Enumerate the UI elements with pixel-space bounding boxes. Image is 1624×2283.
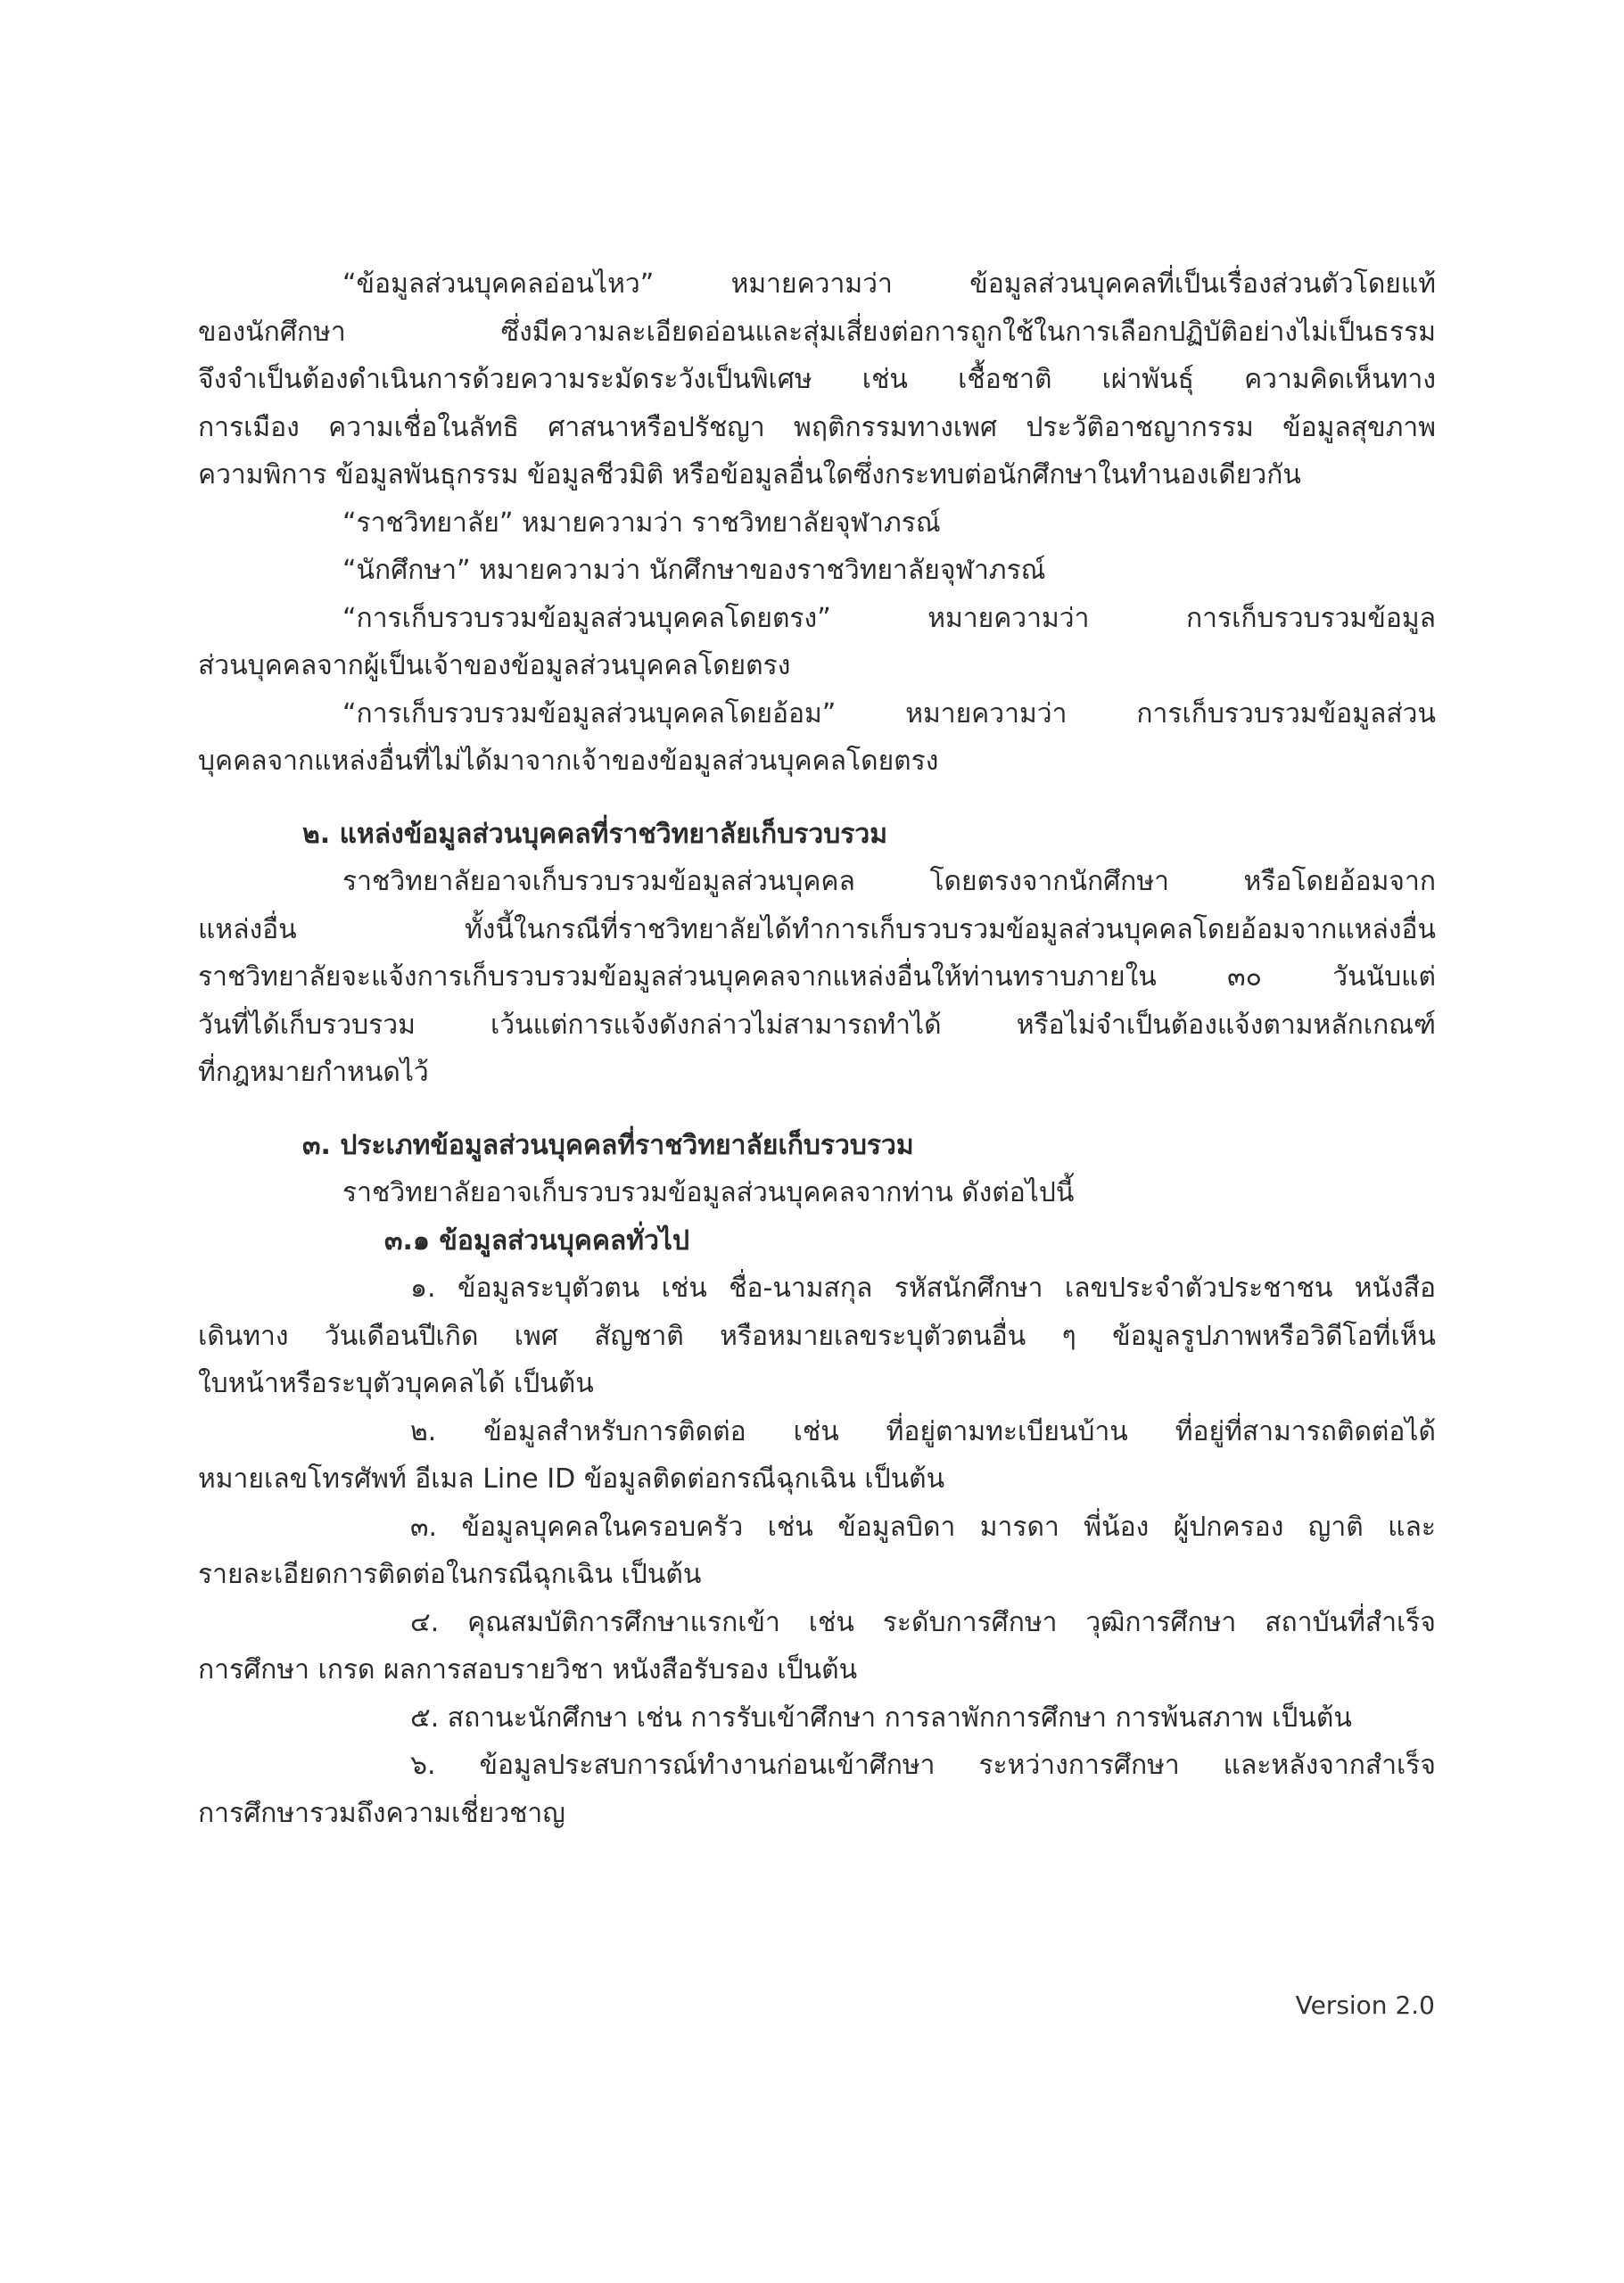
paragraph-line: การศึกษารวมถึงความเชี่ยวชาญ	[198, 1797, 565, 1829]
paragraph-line: เดินทาง วันเดือนปีเกิด เพศ สัญชาติ หรือหมายเลขระบุตัวตนอื่น ๆ ข้อมูลรูปภาพหรือวิดีโอที่เห็น	[198, 1320, 1436, 1352]
paragraph-line: “ข้อมูลส่วนบุคคลอ่อนไหว” หมายความว่า ข้อมูลส่วนบุคคลที่เป็นเรื่องส่วนตัวโดยแท้	[342, 268, 1436, 300]
paragraph-line: ใบหน้าหรือระบุตัวบุคคลได้ เป็นต้น	[198, 1368, 594, 1399]
paragraph-line: การศึกษา เกรด ผลการสอบรายวิชา หนังสือรับรอง เป็นต้น	[198, 1654, 858, 1685]
paragraph-line: “ราชวิทยาลัย” หมายความว่า ราชวิทยาลัยจุฬาภรณ์	[342, 507, 941, 539]
paragraph-line: ที่กฎหมายกำหนดไว้	[198, 1057, 429, 1088]
paragraph-line: การเมือง ความเชื่อในลัทธิ ศาสนาหรือปรัชญา พฤติกรรมทางเพศ ประวัติอาชญากรรม ข้อมูลสุขภาพ	[198, 411, 1436, 443]
paragraph-line: ของนักศึกษา ซึ่งมีความละเอียดอ่อนและสุ่มเสี่ยงต่อการถูกใช้ในการเลือกปฏิบัติอย่างไม่เป็นธรรม	[198, 316, 1436, 348]
section-heading: ๓. ประเภทข้อมูลส่วนบุคคลที่ราชวิทยาลัยเก็บรวบรวม	[302, 1129, 914, 1161]
paragraph-line: “การเก็บรวบรวมข้อมูลส่วนบุคคลโดยตรง” หมายความว่า การเก็บรวบรวมข้อมูล	[342, 602, 1436, 634]
paragraph-line: หมายเลขโทรศัพท์ อีเมล Line ID ข้อมูลติดต่อกรณีฉุกเฉิน เป็นต้น	[198, 1463, 945, 1495]
paragraph-line: แหล่งอื่น ทั้งนี้ในกรณีที่ราชวิทยาลัยได้ทำการเก็บรวบรวมข้อมูลส่วนบุคคลโดยอ้อมจากแหล่งอื่น	[198, 913, 1436, 945]
paragraph-line: ความพิการ ข้อมูลพันธุกรรม ข้อมูลชีวมิติ หรือข้อมูลอื่นใดซึ่งกระทบต่อนักศึกษาในทำนองเดียวกัน	[198, 459, 1301, 490]
paragraph-line: ๔. คุณสมบัติการศึกษาแรกเข้า เช่น ระดับการศึกษา วุฒิการศึกษา สถาบันที่สำเร็จ	[410, 1606, 1436, 1638]
paragraph-line: จึงจำเป็นต้องดำเนินการด้วยความระมัดระวังเป็นพิเศษ เช่น เชื้อชาติ เผ่าพันธุ์ ความคิดเห็นทาง	[198, 364, 1436, 395]
paragraph-line: ๒. ข้อมูลสำหรับการติดต่อ เช่น ที่อยู่ตามทะเบียนบ้าน ที่อยู่ที่สามารถติดต่อได้	[410, 1415, 1436, 1447]
section-spacer	[198, 1097, 1436, 1122]
paragraph-line: “นักศึกษา” หมายความว่า นักศึกษาของราชวิทยาลัยจุฬาภรณ์	[342, 555, 1046, 586]
section-heading: ๒. แหล่งข้อมูลส่วนบุคคลที่ราชวิทยาลัยเก็บรวบรวม	[302, 818, 887, 850]
paragraph-line: ๑. ข้อมูลระบุตัวตน เช่น ชื่อ-นามสกุล รหัสนักศึกษา เลขประจำตัวประชาชน หนังสือ	[410, 1273, 1436, 1304]
paragraph-line: ๕. สถานะนักศึกษา เช่น การรับเข้าศึกษา การลาพักการศึกษา การพ้นสภาพ เป็นต้น	[410, 1702, 1352, 1734]
paragraph-line: รายละเอียดการติดต่อในกรณีฉุกเฉิน เป็นต้น	[198, 1559, 702, 1590]
paragraph-line: วันที่ได้เก็บรวบรวม เว้นแต่การแจ้งดังกล่าวไม่สามารถทำได้ หรือไม่จำเป็นต้องแจ้งตามหลักเกณฑ์	[198, 1009, 1436, 1041]
paragraph-line: ๖. ข้อมูลประสบการณ์ทำงานก่อนเข้าศึกษา ระหว่างการศึกษา และหลังจากสำเร็จ	[410, 1750, 1436, 1781]
paragraph-line: บุคคลจากแหล่งอื่นที่ไม่ได้มาจากเจ้าของข้อมูลส่วนบุคคลโดยตรง	[198, 746, 939, 777]
subsection-heading: ๓.๑ ข้อมูลส่วนบุคคลทั่วไป	[384, 1224, 690, 1257]
paragraph-line: ๓. ข้อมูลบุคคลในครอบครัว เช่น ข้อมูลบิดา มารดา พี่น้อง ผู้ปกครอง ญาติ และ	[410, 1511, 1436, 1543]
paragraph-line: ราชวิทยาลัยอาจเก็บรวบรวมข้อมูลส่วนบุคคล โดยตรงจากนักศึกษา หรือโดยอ้อมจาก	[342, 866, 1436, 897]
paragraph-line: “การเก็บรวบรวมข้อมูลส่วนบุคคลโดยอ้อม” หมายความว่า การเก็บรวบรวมข้อมูลส่วน	[342, 697, 1436, 729]
paragraph-line: ส่วนบุคคลจากผู้เป็นเจ้าของข้อมูลส่วนบุคคลโดยตรง	[198, 650, 791, 681]
paragraph-line: ราชวิทยาลัยอาจเก็บรวบรวมข้อมูลส่วนบุคคลจากท่าน ดังต่อไปนี้	[342, 1177, 1075, 1208]
section-spacer	[198, 786, 1436, 811]
paragraph-line: ราชวิทยาลัยจะแจ้งการเก็บรวบรวมข้อมูลส่วนบุคคลจากแหล่งอื่นให้ท่านทราบภายใน ๓๐ วันนับแต่	[198, 961, 1436, 993]
version-label: Version 2.0	[1295, 1990, 1435, 2020]
document-body	[198, 260, 1436, 1837]
